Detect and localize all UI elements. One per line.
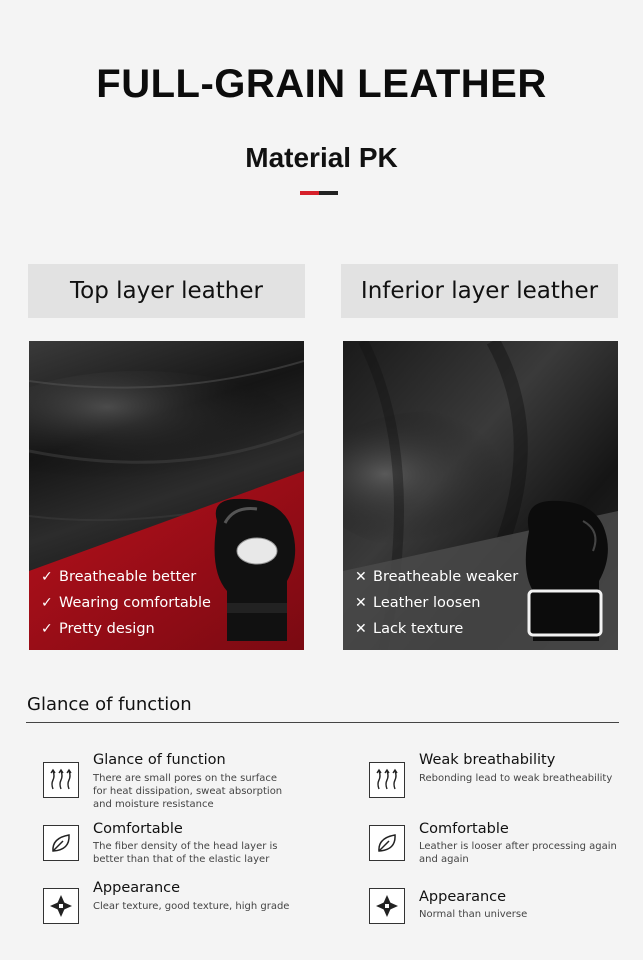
top-layer-label: Top layer leather — [28, 264, 305, 318]
diamond-arrows-icon — [43, 888, 79, 924]
drawback-item — [355, 616, 518, 642]
page-subtitle: Material PK — [245, 142, 398, 173]
inferior-layer-drawbacks — [355, 564, 518, 642]
check-icon: ✓ — [41, 621, 53, 637]
feature-description: Rebonding lead to weak breatheability — [419, 773, 613, 784]
feature-name: Comfortable — [93, 821, 183, 837]
glance-section-title: Glance of function — [27, 694, 192, 715]
feature-description: Leather is looser after processing again and again — [419, 841, 617, 865]
drawback-item — [355, 564, 518, 590]
feature-description: Clear texture, good texture, high grade — [93, 901, 290, 912]
page-title: FULL-GRAIN LEATHER — [96, 62, 547, 106]
feature-description: There are small pores on the surface for heat dissipation, sweat absorption and moisture resistance — [93, 773, 283, 810]
cross-icon: ✕ — [355, 569, 367, 585]
leaf-icon — [43, 825, 79, 861]
top-layer-benefits — [41, 564, 211, 642]
inferior-layer-label: Inferior layer leather — [341, 264, 618, 318]
drawback-label: Leather loosen — [373, 595, 481, 611]
cross-icon: ✕ — [355, 621, 367, 637]
inferior-layer-leather-image — [343, 341, 618, 650]
feature-name: Appearance — [93, 880, 181, 896]
benefit-label: Wearing comfortable — [59, 595, 211, 611]
leaf-icon — [369, 825, 405, 861]
drawback-label: Lack texture — [373, 621, 464, 637]
breathable-arrows-icon — [43, 762, 79, 798]
feature-name: Comfortable — [419, 821, 509, 837]
benefit-label: Pretty design — [59, 621, 155, 637]
accent-divider — [300, 191, 338, 195]
benefit-item — [41, 590, 211, 616]
drawback-label: Breatheable weaker — [373, 569, 519, 585]
feature-name: Glance of function — [93, 752, 226, 768]
benefit-item — [41, 564, 211, 590]
feature-description: The fiber density of the head layer is better than that of the elastic layer — [93, 841, 278, 865]
section-divider — [26, 722, 619, 723]
diamond-arrows-icon — [369, 888, 405, 924]
breathable-arrows-icon — [369, 762, 405, 798]
benefit-item — [41, 616, 211, 642]
feature-name: Appearance — [419, 889, 507, 905]
check-icon: ✓ — [41, 595, 53, 611]
check-icon: ✓ — [41, 569, 53, 585]
cross-icon: ✕ — [355, 595, 367, 611]
accent-red-bar — [300, 191, 319, 195]
feature-name: Weak breathability — [419, 752, 556, 768]
top-layer-leather-image — [29, 341, 304, 650]
accent-dark-bar — [319, 191, 338, 195]
feature-description: Normal than universe — [419, 909, 528, 920]
drawback-item — [355, 590, 518, 616]
benefit-label: Breatheable better — [59, 569, 197, 585]
